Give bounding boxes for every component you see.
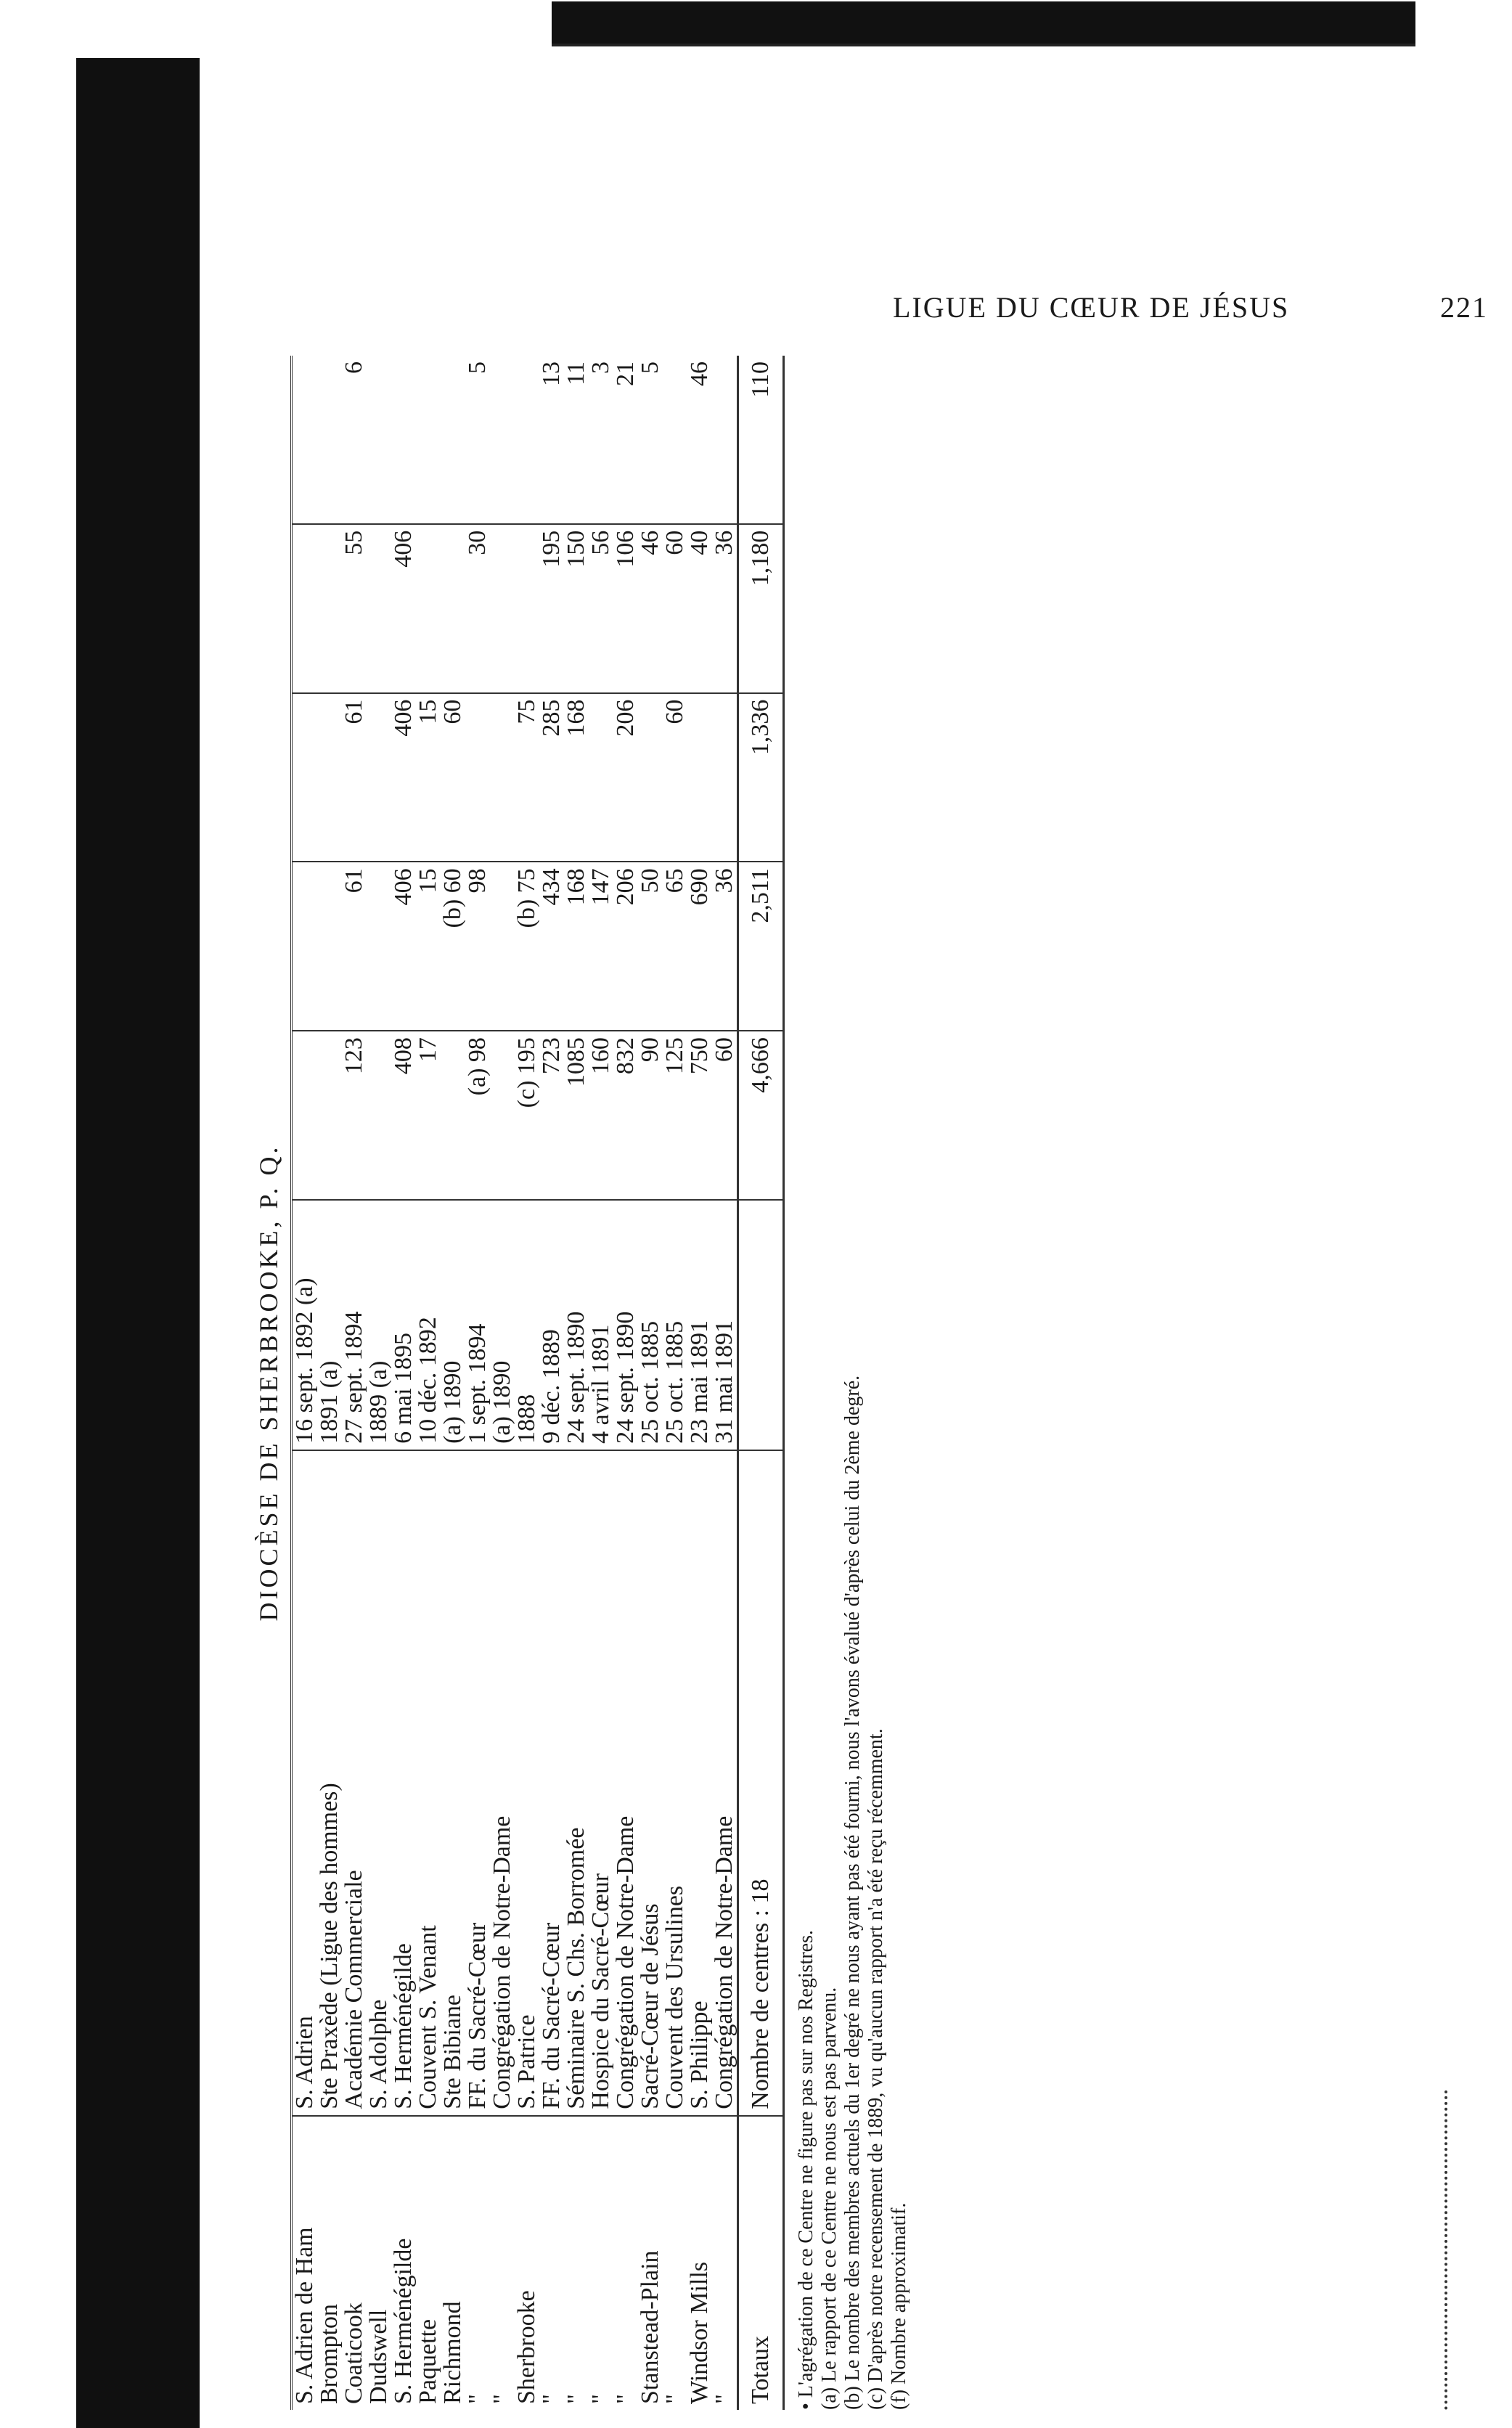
first-degree-cell: 65 [663, 862, 687, 1031]
promoters-cell: 5 [465, 356, 490, 524]
members-cell: 160 [589, 1031, 613, 1200]
register-table [293, 356, 785, 2410]
first-degree-cell [317, 862, 342, 1031]
first-degree-cell: 15 [416, 862, 441, 1031]
members-cell: 60 [712, 1031, 738, 1200]
table-row [712, 356, 738, 2410]
center-cell: Couvent des Ursulines [663, 1450, 687, 2116]
third-degree-cell: 30 [465, 524, 490, 693]
place-cell: S. Herménégilde [390, 2238, 417, 2404]
aggregation-date-cell: 10 déc. 1892 [416, 1200, 441, 1450]
place-cell: " [489, 2394, 515, 2404]
totals-row [738, 356, 784, 2410]
place-cell: Dudswell [365, 2309, 392, 2404]
second-degree-cell [638, 693, 663, 862]
totals-date-cell [738, 1200, 784, 1450]
second-degree-cell [317, 693, 342, 862]
second-degree-cell: 75 [515, 693, 539, 862]
center-cell: Congrégation de Notre-Dame [490, 1450, 515, 2116]
promoters-cell [712, 356, 738, 524]
third-degree-cell [367, 524, 391, 693]
promoters-cell: 5 [638, 356, 663, 524]
table-row [638, 356, 663, 2410]
promoters-cell: 11 [564, 356, 589, 524]
members-cell: 90 [638, 1031, 663, 1200]
table-row [687, 356, 712, 2410]
center-cell: Hospice du Sacré-Cœur [589, 1450, 613, 2116]
place-cell: " [661, 2394, 688, 2404]
third-degree-cell: 106 [613, 524, 638, 693]
center-cell: Sacré-Cœur de Jésus [638, 1450, 663, 2116]
third-degree-cell: 40 [687, 524, 712, 693]
footnote: (b) Le nombre des membres actuels du 1er degré ne nous ayant pas été fourni, nous l'avons évalué d'après celui du 2ème degré. [841, 1375, 864, 2410]
margin-marks [1444, 2090, 1462, 2410]
third-degree-cell [317, 524, 342, 693]
promoters-cell: 3 [589, 356, 613, 524]
aggregation-date-cell: 1891 (a) [317, 1200, 342, 1450]
members-cell [441, 1031, 465, 1200]
top-border-rule-thin [552, 44, 1415, 46]
third-degree-cell: 195 [539, 524, 564, 693]
third-degree-cell: 56 [589, 524, 613, 693]
first-degree-cell: 147 [589, 862, 613, 1031]
members-cell: 832 [613, 1031, 638, 1200]
place-cell: Sherbrooke [513, 2290, 540, 2404]
third-degree-cell [515, 524, 539, 693]
table-row [564, 356, 589, 2410]
third-degree-cell: 36 [712, 524, 738, 693]
first-degree-cell [490, 862, 515, 1031]
aggregation-date-cell: 9 déc. 1889 [539, 1200, 564, 1450]
footnote: (c) D'après notre recensement de 1889, vu qu'aucun rapport n'a été reçu récemment. [865, 1728, 887, 2410]
first-degree-cell: 36 [712, 862, 738, 1031]
place-cell: Paquette [414, 2318, 441, 2404]
aggregation-date-cell: 25 oct. 1885 [663, 1200, 687, 1450]
aggregation-date-cell: 4 avril 1891 [589, 1200, 613, 1450]
members-cell: 750 [687, 1031, 712, 1200]
promoters-cell [663, 356, 687, 524]
aggregation-date-cell: 23 mai 1891 [687, 1200, 712, 1450]
members-cell: (c) 195 [515, 1031, 539, 1200]
footnote: (a) Le rapport de ce Centre ne nous est pas parvenu. [818, 1987, 841, 2410]
members-cell: 125 [663, 1031, 687, 1200]
table-row [317, 356, 342, 2410]
first-degree-cell: 434 [539, 862, 564, 1031]
center-cell: S. Herménégilde [391, 1450, 416, 2116]
third-degree-cell [416, 524, 441, 693]
table-row [441, 356, 465, 2410]
aggregation-date-cell: 24 sept. 1890 [613, 1200, 638, 1450]
table-row [416, 356, 441, 2410]
center-cell: S. Adrien [293, 1450, 317, 2116]
second-degree-cell [465, 693, 490, 862]
place-cell: " [612, 2394, 639, 2404]
center-cell: Couvent S. Venant [416, 1450, 441, 2116]
total-third-degree: 1,180 [738, 524, 784, 693]
table-row [490, 356, 515, 2410]
aggregation-date-cell: (a) 1890 [490, 1200, 515, 1450]
center-cell: Congrégation de Notre-Dame [613, 1450, 638, 2116]
first-degree-cell [293, 862, 317, 1031]
second-degree-cell [293, 693, 317, 862]
promoters-cell: 46 [687, 356, 712, 524]
place-cell: S. Adrien de Ham [291, 2227, 318, 2404]
members-cell [367, 1031, 391, 1200]
first-degree-cell: 406 [391, 862, 416, 1031]
aggregation-date-cell: 1 sept. 1894 [465, 1200, 490, 1450]
promoters-cell [515, 356, 539, 524]
aggregation-date-cell: 24 sept. 1890 [564, 1200, 589, 1450]
center-cell: S. Adolphe [367, 1450, 391, 2116]
place-cell: " [464, 2394, 491, 2404]
table-row [367, 356, 391, 2410]
second-degree-cell: 15 [416, 693, 441, 862]
promoters-cell [293, 356, 317, 524]
running-head-title: LIGUE DU CŒUR DE JÉSUS [893, 291, 1290, 324]
table-row [539, 356, 564, 2410]
promoters-cell [441, 356, 465, 524]
footnote: • L'agrégation de ce Centre ne figure pas sur nos Registres. [795, 1930, 817, 2410]
place-cell: " [587, 2394, 614, 2404]
second-degree-cell: 406 [391, 693, 416, 862]
first-degree-cell: 98 [465, 862, 490, 1031]
third-degree-cell [441, 524, 465, 693]
aggregation-date-cell: 16 sept. 1892 (a) [293, 1200, 317, 1450]
second-degree-cell [589, 693, 613, 862]
promoters-cell [490, 356, 515, 524]
table-row [342, 356, 367, 2410]
third-degree-cell [293, 524, 317, 693]
center-cell: FF. du Sacré-Cœur [539, 1450, 564, 2116]
first-degree-cell: 168 [564, 862, 589, 1031]
page-number: 221 [1440, 291, 1488, 324]
table-row [613, 356, 638, 2410]
place-cell: " [711, 2394, 737, 2404]
members-cell: (a) 98 [465, 1031, 490, 1200]
aggregation-date-cell: (a) 1890 [441, 1200, 465, 1450]
second-degree-cell: 168 [564, 693, 589, 862]
members-cell: 723 [539, 1031, 564, 1200]
center-cell: S. Philippe [687, 1450, 712, 2116]
table-row [293, 356, 317, 2410]
promoters-cell [416, 356, 441, 524]
promoters-cell: 6 [342, 356, 367, 524]
totals-label: Totaux [738, 2116, 784, 2410]
aggregation-date-cell: 1888 [515, 1200, 539, 1450]
promoters-cell: 21 [613, 356, 638, 524]
total-second-degree: 1,336 [738, 693, 784, 862]
first-degree-cell: 690 [687, 862, 712, 1031]
first-degree-cell: (b) 75 [515, 862, 539, 1031]
aggregation-date-cell: 31 mai 1891 [712, 1200, 738, 1450]
members-cell [490, 1031, 515, 1200]
running-head [893, 290, 1488, 334]
center-cell: Ste Bibiane [441, 1450, 465, 2116]
place-cell: " [538, 2394, 565, 2404]
aggregation-date-cell: 1889 (a) [367, 1200, 391, 1450]
total-promoters: 110 [738, 356, 784, 524]
aggregation-date-cell: 25 oct. 1885 [638, 1200, 663, 1450]
members-cell: 17 [416, 1031, 441, 1200]
second-degree-cell: 61 [342, 693, 367, 862]
third-degree-cell: 60 [663, 524, 687, 693]
aggregation-date-cell: 6 mai 1895 [391, 1200, 416, 1450]
second-degree-cell [490, 693, 515, 862]
second-degree-cell [712, 693, 738, 862]
promoters-cell [317, 356, 342, 524]
scan-binding-shadow [76, 58, 200, 2428]
table-row [465, 356, 490, 2410]
place-cell: " [563, 2394, 589, 2404]
second-degree-cell [367, 693, 391, 862]
total-members: 4,666 [738, 1031, 784, 1200]
aggregation-date-cell: 27 sept. 1894 [342, 1200, 367, 1450]
center-cell: Congrégation de Notre-Dame [712, 1450, 738, 2116]
table-row [515, 356, 539, 2410]
table-row [663, 356, 687, 2410]
first-degree-cell: 206 [613, 862, 638, 1031]
center-cell: Ste Praxède (Ligue des hommes) [317, 1450, 342, 2116]
center-cell: S. Patrice [515, 1450, 539, 2116]
third-degree-cell [490, 524, 515, 693]
diocese-heading: DIOCÈSE DE SHERBROOKE, P. Q. [247, 356, 293, 2410]
promoters-cell [391, 356, 416, 524]
third-degree-cell: 55 [342, 524, 367, 693]
footnote: (f) Nombre approximatif. [888, 2202, 910, 2410]
first-degree-cell: (b) 60 [441, 862, 465, 1031]
members-cell [317, 1031, 342, 1200]
first-degree-cell: 50 [638, 862, 663, 1031]
second-degree-cell: 60 [441, 693, 465, 862]
place-cell: Brompton [316, 2304, 343, 2404]
center-cell: FF. du Sacré-Cœur [465, 1450, 490, 2116]
members-cell: 408 [391, 1031, 416, 1200]
second-degree-cell: 206 [613, 693, 638, 862]
members-cell [293, 1031, 317, 1200]
place-cell: Richmond [439, 2301, 466, 2404]
third-degree-cell: 46 [638, 524, 663, 693]
promoters-cell [367, 356, 391, 524]
center-cell: Académie Commerciale [342, 1450, 367, 2116]
second-degree-cell: 285 [539, 693, 564, 862]
first-degree-cell: 61 [342, 862, 367, 1031]
place-cell: Windsor Mills [686, 2261, 713, 2404]
second-degree-cell [687, 693, 712, 862]
table-row [391, 356, 416, 2410]
first-degree-cell [367, 862, 391, 1031]
members-cell: 1085 [564, 1031, 589, 1200]
promoters-cell: 13 [539, 356, 564, 524]
third-degree-cell: 150 [564, 524, 589, 693]
table-row [589, 356, 613, 2410]
third-degree-cell: 406 [391, 524, 416, 693]
place-cell: Coaticook [340, 2302, 367, 2404]
rotated-register-block [247, 356, 1082, 2410]
top-border-rule [552, 1, 1415, 44]
footnotes [795, 356, 911, 2410]
members-cell: 123 [342, 1031, 367, 1200]
center-cell: Séminaire S. Chs. Borromée [564, 1450, 589, 2116]
centres-count: Nombre de centres : 18 [738, 1450, 784, 2116]
place-cell: Stanstead-Plain [637, 2250, 663, 2404]
total-first-degree: 2,511 [738, 862, 784, 1031]
second-degree-cell: 60 [663, 693, 687, 862]
